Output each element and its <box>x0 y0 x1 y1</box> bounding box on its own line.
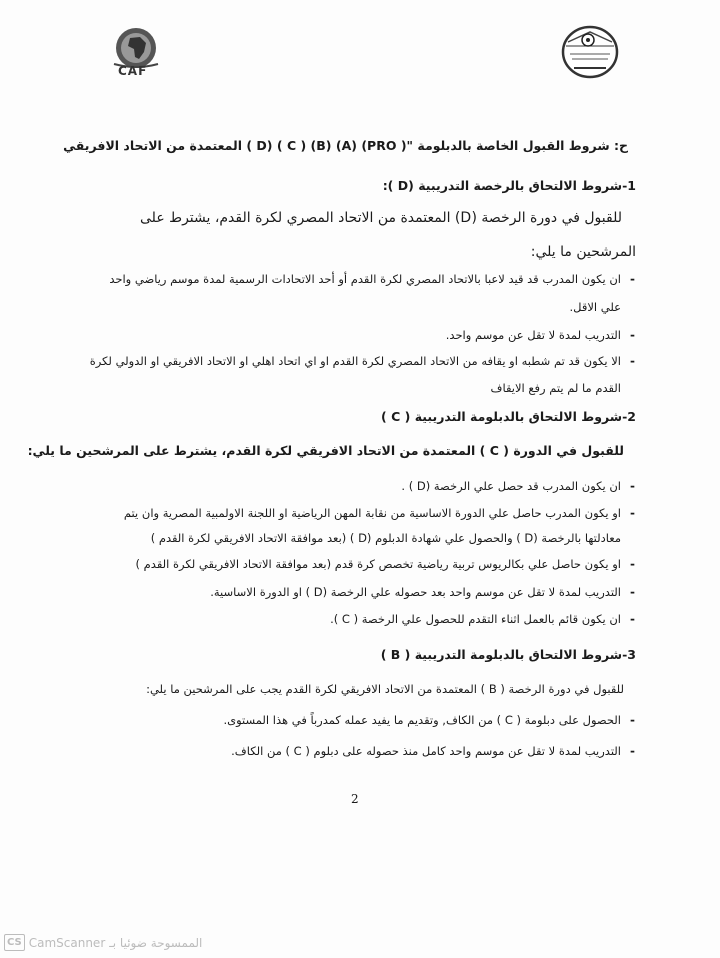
bullet-dash: - <box>630 713 635 727</box>
list-item-cont: معادلتها بالرخصة (D ) والحصول علي شهادة الدبلوم (D ) (بعد موافقة الاتحاد الافريقي لكرة القدم ) <box>150 531 621 545</box>
section-1-heading: 1-شروط الالتحاق بالرخصة التدريبية (D ): <box>382 178 636 193</box>
list-item: ان يكون قائم بالعمل اثناء التقدم للحصول علي الرخصة ( C ). <box>330 612 621 626</box>
list-item: الحصول على دبلومة ( C ) من الكاف, وتقديم ما يفيد عمله كمدرباً في هذا المستوى. <box>223 713 621 727</box>
list-item: التدريب لمدة لا تقل عن موسم واحد كامل منذ حصوله على دبلوم ( C ) من الكاف. <box>231 744 621 758</box>
bullet-dash: - <box>630 354 635 368</box>
efa-logo <box>560 24 620 80</box>
list-item: الا يكون قد تم شطبه او يقافه من الاتحاد المصري لكرة القدم او اي اتحاد اهلي او الاتحاد الافريقي او الدولي لكرة <box>89 354 621 368</box>
page-number: 2 <box>351 792 359 806</box>
list-item: التدريب لمدة لا تقل عن موسم واحد بعد حصوله علي الرخصة (D ) او الدورة الاساسية. <box>210 585 621 599</box>
bullet-dash: - <box>630 272 635 286</box>
caf-logo <box>104 26 168 78</box>
bullet-dash: - <box>630 744 635 758</box>
list-item-cont: القدم ما لم يتم رفع الايقاف <box>490 381 621 395</box>
camscanner-arabic: الممسوحة ضوئيا بـ <box>109 935 203 950</box>
section-2-intro: للقبول في الدورة ( C ) المعتمدة من الاتحاد الافريقي لكرة القدم، يشترط على المرشحين ما يلي: <box>27 443 624 458</box>
camscanner-watermark <box>4 934 202 951</box>
camscanner-text: CamScanner <box>28 935 106 950</box>
section-1-intro: للقبول في دورة الرخصة (D) المعتمدة من الاتحاد المصري لكرة القدم، يشترط على <box>140 210 622 226</box>
caf-logo-text: CAF <box>118 64 148 78</box>
section-3-heading: 3-شروط الالتحاق بالدبلومة التدريبية ( B ) <box>380 647 636 662</box>
list-item: ان يكون المدرب قد حصل علي الرخصة (D ) . <box>401 479 621 493</box>
list-item: ان يكون المدرب قد قيد لاعبا بالاتحاد المصري لكرة القدم أو أحد الاتحادات الرسمية لمدة موسم رياضي واحد <box>109 272 621 286</box>
bullet-dash: - <box>630 612 635 626</box>
list-item-cont: علي الاقل. <box>569 300 621 314</box>
camscanner-icon: CS <box>4 934 25 951</box>
section-3-intro: للقبول في دورة الرخصة ( B ) المعتمدة من الاتحاد الافريقي لكرة القدم يجب على المرشحين ما يلي: <box>146 682 624 696</box>
bullet-dash: - <box>630 585 635 599</box>
list-item: التدريب لمدة لا تقل عن موسم واحد. <box>445 328 621 342</box>
bullet-dash: - <box>630 506 635 520</box>
section-2-heading: 2-شروط الالتحاق بالدبلومة التدريبية ( C ) <box>381 409 636 424</box>
section-1-intro-cont: المرشحين ما يلي: <box>530 244 636 260</box>
list-item: او يكون المدرب حاصل علي الدورة الاساسية من نقابة المهن الرياضية او اللجنة الاولمبية المصرية وان يتم <box>123 506 621 520</box>
list-item: او يكون حاصل علي بكالريوس تربية رياضية تخصص كرة قدم (بعد موافقة الاتحاد الافريقي لكرة القدم ) <box>135 557 621 571</box>
bullet-dash: - <box>630 479 635 493</box>
bullet-dash: - <box>630 328 635 342</box>
section-title: ح: شروط القبول الخاصة بالدبلومة "( PRO) (A) (B) ( C ) (D ) المعتمدة من الاتحاد الافريقي <box>63 138 628 153</box>
bullet-dash: - <box>630 557 635 571</box>
